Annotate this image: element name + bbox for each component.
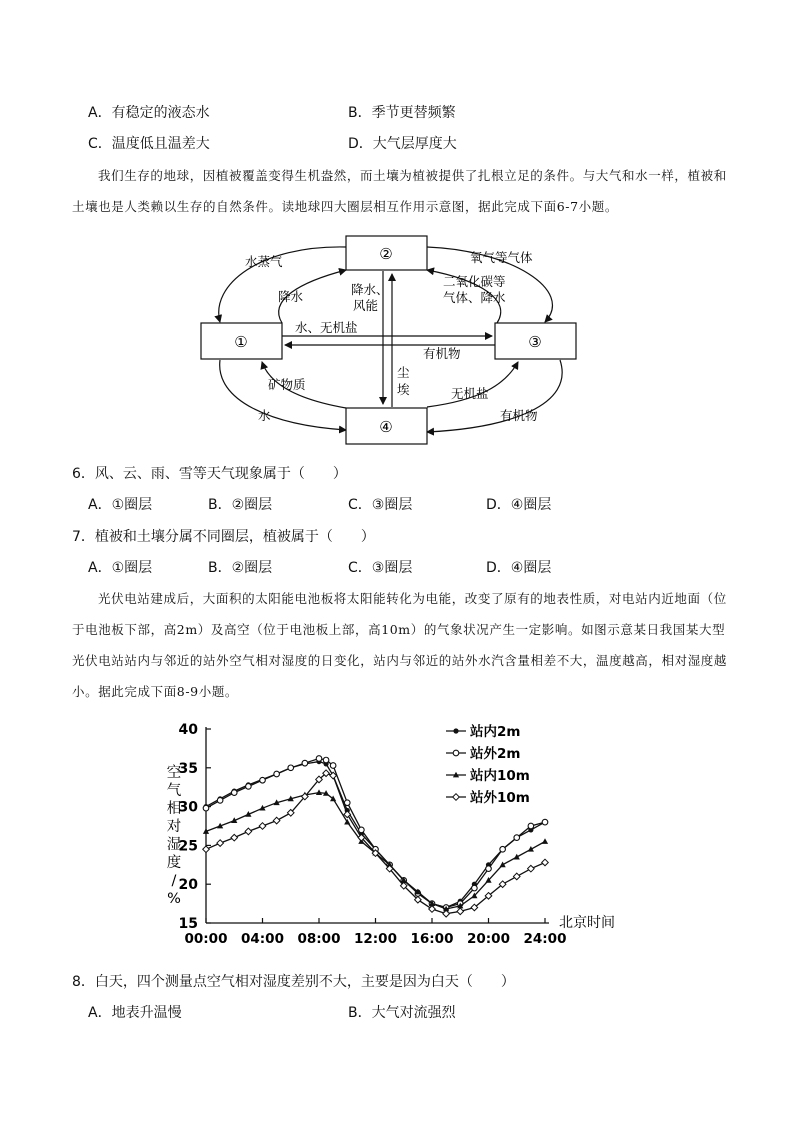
data-point	[246, 784, 252, 790]
data-point	[500, 846, 506, 852]
x-tick-label: 12:00	[354, 931, 397, 947]
x-axis-label: 北京时间	[559, 915, 615, 931]
data-point	[344, 811, 351, 818]
q7-option-d: D．④圈层	[486, 560, 552, 576]
data-point	[542, 838, 548, 844]
data-point	[260, 777, 266, 783]
y-axis-label-char: /	[171, 873, 177, 889]
data-point	[203, 805, 209, 811]
data-point	[528, 865, 535, 872]
q5-option-a: A．有稳定的液态水	[88, 105, 210, 121]
q5-option-b: B．季节更替频繁	[348, 105, 456, 121]
label-box-4: ④	[379, 418, 393, 436]
y-tick-label: 25	[178, 838, 198, 855]
label-water-inorganic: 水、无机盐	[295, 320, 358, 335]
passage-photovoltaic: 光伏电站建成后，大面积的太阳能电池板将太阳能转化为电能，改变了原有的地表性质，对电站内近地面（位于电池板下部，高2m）及高空（位于电池板上部，高10m）的气象状况产生一定影响。如图示意某日我国某大型光伏电站站内与邻近的站外空气相对湿度的日变化，站内与邻近的站外水汽含量相差不大，温度越高，相对湿度越小。据此完成下面8-9小题。	[72, 591, 728, 699]
label-water-vapor: 水蒸气	[245, 254, 283, 269]
data-point	[316, 789, 322, 795]
y-axis-label-char: 空	[166, 765, 182, 781]
label-co2-1: 二氧化碳等	[443, 274, 506, 289]
data-point	[542, 819, 548, 825]
data-point	[359, 827, 365, 833]
data-point	[513, 873, 520, 880]
legend-label: 站内2m	[470, 724, 521, 740]
legend-label: 站外2m	[470, 746, 521, 762]
label-organic-mid: 有机物	[423, 346, 461, 361]
x-tick-label: 08:00	[297, 931, 341, 947]
label-box-3: ③	[528, 333, 542, 351]
legend-label: 站外10m	[470, 790, 530, 806]
data-point	[217, 798, 223, 804]
data-point	[457, 908, 464, 915]
y-tick-label: 20	[178, 877, 198, 894]
q7-option-a: A．①圈层	[88, 560, 153, 576]
data-point	[203, 846, 210, 853]
q6-option-a: A．①圈层	[88, 497, 153, 513]
q7-option-b: B．②圈层	[208, 560, 273, 576]
data-point	[245, 828, 252, 835]
arc-outer-bottom-left	[220, 360, 346, 430]
label-organic-bottom: 有机物	[500, 408, 538, 423]
x-tick-label: 16:00	[410, 931, 454, 947]
data-point	[231, 834, 238, 841]
data-point	[273, 817, 280, 824]
data-point	[274, 771, 280, 777]
data-point	[231, 790, 237, 796]
data-point	[542, 859, 549, 866]
legend-label: 站内10m	[470, 768, 530, 784]
data-point	[500, 862, 506, 868]
label-oxygen-gases: 氧气等气体	[470, 250, 533, 265]
data-point	[472, 885, 478, 891]
q7-option-c: C．③圈层	[348, 560, 413, 576]
y-axis-label-char: 湿	[166, 837, 182, 853]
q6-option-d: D．④圈层	[486, 497, 552, 513]
label-dust-2: 埃	[397, 382, 410, 397]
label-inorganic-salt: 无机盐	[451, 386, 489, 401]
data-point	[288, 765, 294, 771]
y-tick-label: 15	[178, 916, 198, 932]
data-point	[323, 757, 329, 763]
legend-marker	[453, 794, 460, 801]
label-dust-1: 尘	[397, 365, 410, 380]
q8-stem: 8．白天，四个测量点空气相对湿度差别不大，主要是因为白天（ ）	[72, 974, 515, 990]
q6-option-b: B．②圈层	[208, 497, 273, 513]
y-tick-label: 35	[178, 760, 198, 777]
sphere-interaction-diagram	[190, 228, 590, 453]
x-tick-label: 24:00	[523, 931, 567, 947]
arc-outer-bottom-right	[427, 360, 562, 432]
q8-option-b: B．大气对流强烈	[348, 1005, 456, 1021]
q5-option-c: C．温度低且温差大	[88, 136, 210, 152]
q6-stem: 6．风、云、雨、雪等天气现象属于（ ）	[72, 466, 347, 482]
label-box-2: ②	[379, 245, 393, 263]
label-minerals: 矿物质	[268, 377, 306, 392]
q7-stem: 7．植被和土壤分属不同圈层，植被属于（ ）	[72, 529, 375, 545]
legend-marker	[453, 750, 459, 756]
q5-option-d: D．大气层厚度大	[348, 136, 457, 152]
label-precip-left: 降水	[278, 289, 304, 304]
data-point	[259, 823, 266, 830]
data-point	[486, 866, 492, 872]
legend-marker	[453, 728, 458, 733]
humidity-line-chart	[160, 715, 640, 955]
label-precip-wind-1: 降水、	[351, 282, 389, 297]
data-point	[330, 763, 336, 769]
data-point	[514, 835, 520, 841]
data-point	[302, 760, 308, 766]
y-axis-label-char: 度	[166, 855, 182, 871]
x-tick-label: 04:00	[241, 931, 284, 947]
passage-sphere-interaction: 我们生存的地球，因植被覆盖变得生机盎然，而土壤为植被提供了扎根立足的条件。与大气和水一样，植被和土壤也是人类赖以生存的自然条件。读地球四大圈层相互作用示意图，据此完成下面6-7小题。	[72, 168, 727, 214]
q6-option-c: C．③圈层	[348, 497, 413, 513]
label-water-bottom: 水	[258, 408, 271, 423]
data-point	[528, 823, 534, 829]
data-point	[316, 756, 322, 762]
y-axis-label-char: 对	[166, 819, 182, 835]
y-axis-label-char: 相	[166, 801, 182, 817]
label-box-1: ①	[234, 333, 248, 351]
data-point	[344, 800, 350, 806]
y-axis-label-char: %	[167, 891, 181, 907]
q8-option-a: A．地表升温慢	[88, 1005, 182, 1021]
data-point	[514, 854, 520, 860]
label-co2-2: 气体、降水	[443, 290, 506, 305]
x-tick-label: 00:00	[184, 931, 228, 947]
label-precip-wind-2: 风能	[353, 298, 379, 313]
y-axis-label-char: 气	[166, 783, 182, 799]
y-tick-label: 30	[178, 799, 198, 816]
data-point	[217, 840, 224, 847]
x-tick-label: 20:00	[467, 931, 510, 947]
y-tick-label: 40	[178, 722, 198, 738]
